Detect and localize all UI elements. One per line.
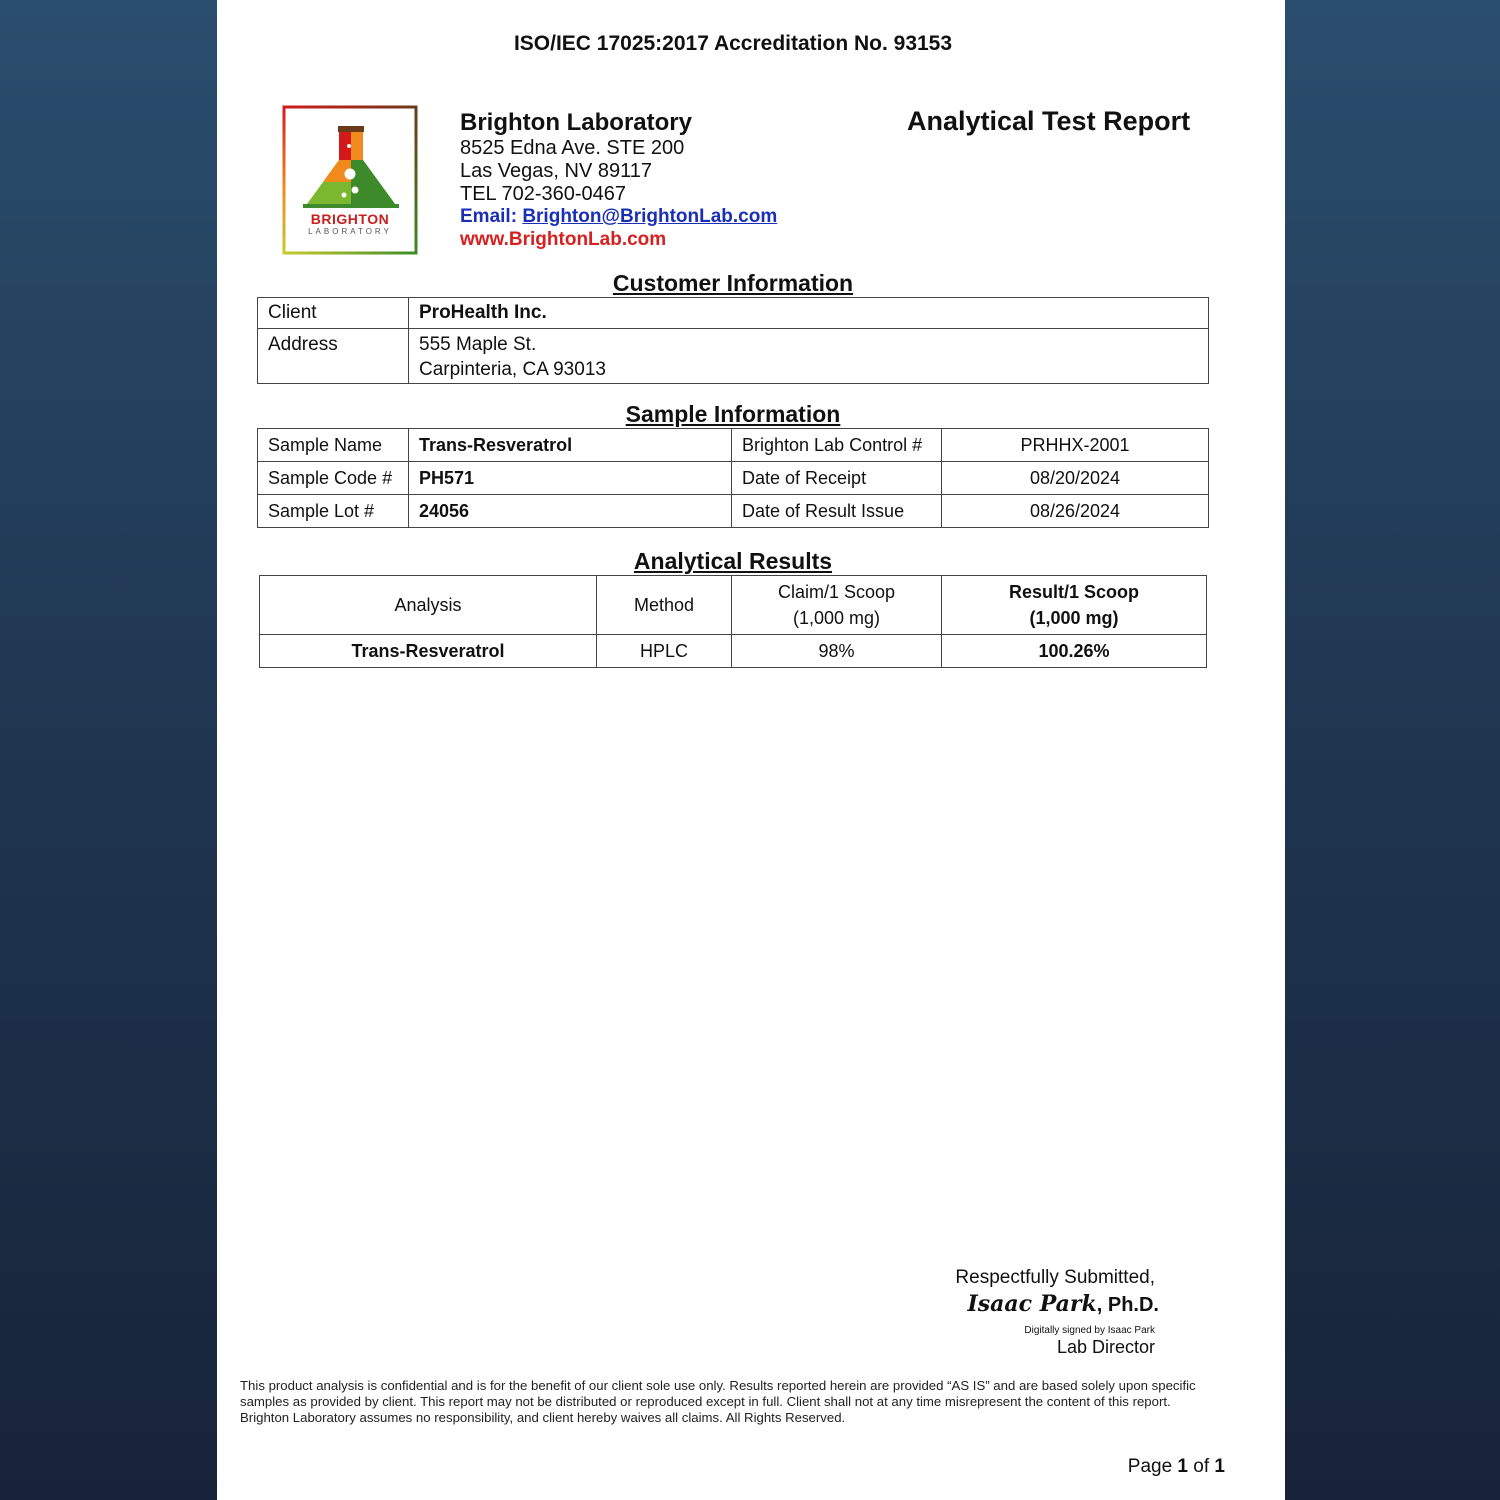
sample-value: Trans-Resveratrol	[409, 429, 732, 462]
header-claim-line: Claim/1 Scoop	[777, 582, 896, 602]
report-title: Analytical Test Report	[907, 106, 1191, 136]
signature-script: Isaac Park	[967, 1291, 1097, 1317]
lab-email	[460, 206, 777, 228]
logo-wordmark: BRIGHTON	[310, 211, 390, 227]
page-current: 1	[1177, 1456, 1188, 1477]
sample-table	[257, 428, 1209, 528]
table-row	[258, 462, 1209, 495]
address-value	[409, 329, 1209, 384]
sample-value: 08/20/2024	[942, 462, 1209, 495]
client-value: ProHealth Inc.	[409, 298, 1209, 329]
accreditation-header: ISO/IEC 17025:2017 Accreditation No. 93153	[513, 32, 953, 55]
report-page	[217, 0, 1285, 1500]
results-table	[259, 575, 1207, 668]
email-link[interactable]: Brighton@BrightonLab.com	[522, 206, 778, 227]
brighton-logo	[281, 104, 419, 256]
header-result-line: (1,000 mg)	[1029, 608, 1119, 628]
sample-value: PH571	[409, 462, 732, 495]
page-number	[1128, 1456, 1225, 1478]
sample-label: Sample Code #	[258, 462, 409, 495]
client-label: Client	[258, 298, 409, 329]
sample-value: 24056	[409, 495, 732, 528]
result-value: 100.26%	[942, 635, 1207, 668]
header-result	[942, 576, 1207, 635]
lab-name: Brighton Laboratory	[460, 109, 692, 136]
sample-value: PRHHX-2001	[942, 429, 1209, 462]
customer-section-title: Customer Information	[612, 270, 854, 296]
email-label: Email:	[460, 206, 518, 227]
sample-label: Sample Lot #	[258, 495, 409, 528]
page-total: 1	[1214, 1456, 1225, 1477]
customer-table	[257, 297, 1209, 384]
sample-label: Brighton Lab Control #	[732, 429, 942, 462]
table-row	[258, 429, 1209, 462]
signature-degree: , Ph.D.	[1096, 1294, 1159, 1316]
results-section-title: Analytical Results	[633, 548, 833, 574]
address-label: Address	[258, 329, 409, 384]
lab-address-line: 8525 Edna Ave. STE 200	[460, 137, 685, 159]
digital-signature-note: Digitally signed by Isaac Park	[1024, 1325, 1155, 1336]
table-row	[258, 329, 1209, 384]
address-line: Carpinteria, CA 93013	[419, 359, 606, 380]
table-row	[258, 495, 1209, 528]
signature-title: Lab Director	[1056, 1337, 1155, 1357]
lab-phone: TEL 702-360-0467	[460, 183, 627, 205]
header-claim	[732, 576, 942, 635]
result-claim: 98%	[732, 635, 942, 668]
sample-label: Sample Name	[258, 429, 409, 462]
header-method: Method	[597, 576, 732, 635]
sample-section-title: Sample Information	[625, 401, 841, 427]
page-prefix: Page	[1127, 1456, 1173, 1477]
page-of: of	[1193, 1456, 1210, 1477]
header-claim-line: (1,000 mg)	[792, 608, 881, 628]
header-analysis: Analysis	[260, 576, 597, 635]
disclaimer-text: This product analysis is confidential and is for the benefit of our client sole use only. Results reported herein are provided “AS IS” and are based solely upon specific samples as provided by client. This report may not be distributed or reproduced except in full. Client shall not at any time misrepresent the content of this report. Brighton Laboratory assumes no responsibility, and client hereby waives all claims. All Rights Reserved.	[240, 1378, 1196, 1425]
sample-label: Date of Result Issue	[732, 495, 942, 528]
result-analysis: Trans-Resveratrol	[260, 635, 597, 668]
sample-value: 08/26/2024	[942, 495, 1209, 528]
table-row	[258, 298, 1209, 329]
lab-website[interactable]: www.BrightonLab.com	[460, 229, 667, 250]
header-result-line: Result/1 Scoop	[1008, 582, 1140, 602]
logo-subtext: LABORATORY	[308, 227, 392, 236]
lab-address-line: Las Vegas, NV 89117	[460, 160, 652, 182]
table-row	[260, 635, 1207, 668]
result-method: HPLC	[597, 635, 732, 668]
sample-label: Date of Receipt	[732, 462, 942, 495]
signature-closing: Respectfully Submitted,	[955, 1267, 1155, 1288]
table-header-row	[260, 576, 1207, 635]
address-line: 555 Maple St.	[419, 334, 537, 355]
signature-name	[967, 1291, 1159, 1317]
